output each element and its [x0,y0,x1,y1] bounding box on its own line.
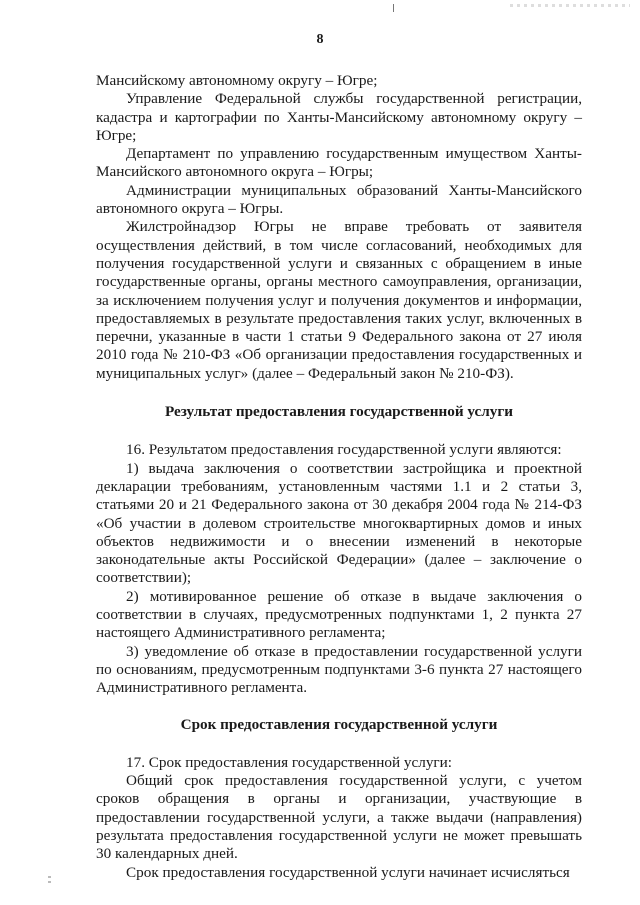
paragraph: Управление Федеральной службы государственной регистрации, кадастра и картографии по Ханты-Мансийскому автономному округу – Югре; [96,90,582,144]
paragraph: Мансийскому автономному округу – Югре; [96,72,378,89]
section-heading-result: Результат предоставления государственной услуги [164,403,514,421]
paragraph: 3) уведомление об отказе в предоставлении государственной услуги по основаниям, предусмотренным подпунктами 3-6 пункта 27 настоящего Административного регламента. [96,642,582,697]
paragraph: 17. Срок предоставления государственной услуги: [126,753,452,771]
scan-noise [510,4,630,7]
scan-edge-mark [393,4,394,12]
paragraph: Общий срок предоставления государственной услуги, с учетом сроков обращения в органы и организации, участвующие в предоставлении государственной услуги, а также выдачи (направления) результата предоставления государственной услуги не может превышать 30 календарных дней. [96,772,582,863]
page-number: 8 [316,32,324,47]
paragraph: Администрации муниципальных образований Ханты-Мансийского автономного округа – Югры. [96,181,582,218]
document-body [96,72,582,882]
section-heading-term: Срок предоставления государственной услуги [180,715,498,733]
paragraph: 1) выдача заключения о соответствии застройщика и проектной декларации требованиям, установленным частями 1.1 и 2 статьи 3, статьями 20 и 21 Федерального закона от 30 декабря 2004 года № 214-ФЗ «Об участии в долевом строительстве многоквартирных домов и иных объектов недвижимости и о внесении изменений в некоторые законодательные акты Российской Федерации» (далее – заключение о соответствии); [96,459,582,587]
paragraph: Жилстройнадзор Югры не вправе требовать от заявителя осуществления действий, в том числе согласований, необходимых для получения государственной услуги и связанных с обращением в иные государственные органы, органы местного самоуправления, организации, за исключением получения услуг и получения документов и информации, предоставляемых в результате предоставления таких услуг, включенных в перечни, указанные в части 1 статьи 9 Федерального закона от 27 июля 2010 года № 210-ФЗ «Об организации предоставления государственных и муниципальных услуг» (далее – Федеральный закон № 210-ФЗ). [96,218,582,382]
paragraph: Срок предоставления государственной услуги начинает исчисляться [126,863,570,881]
paragraph: Департамент по управлению государственным имуществом Ханты-Мансийского автономного округа – Югры; [96,145,582,181]
scan-margin-dots [48,876,51,886]
paragraph: 2) мотивированное решение об отказе в выдаче заключения о соответствии в случаях, предусмотренных подпунктами 1, 2 пункта 27 настоящего Административного регламента; [96,587,582,642]
paragraph: 16. Результатом предоставления государственной услуги являются: [126,441,562,459]
